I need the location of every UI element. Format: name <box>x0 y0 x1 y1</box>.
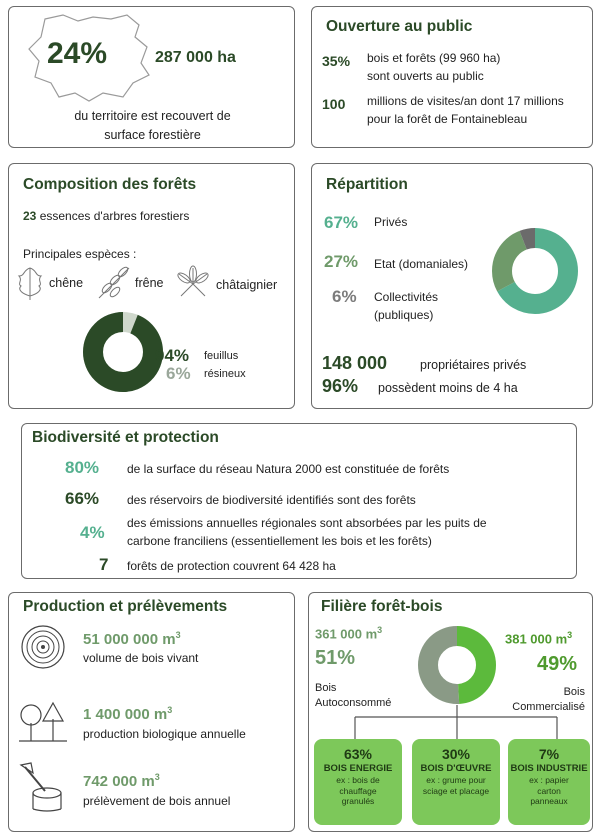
bio-row4-text: forêts de protection couvrent 64 428 ha <box>127 559 336 573</box>
axe-stump-icon <box>17 761 69 813</box>
bio-row2-num: 66% <box>65 489 100 508</box>
oeuvre-pct: 30% <box>441 746 471 762</box>
prives-pct: 67% <box>324 213 359 232</box>
bio-row3-text <box>127 514 487 550</box>
filiere-right-number: 381 000 m <box>505 631 568 647</box>
feuillus-label: feuillus <box>204 350 239 362</box>
industrie-name: BOIS INDUSTRIE <box>510 763 588 774</box>
tree-rings-icon <box>19 623 67 671</box>
prod-volume-number: 51 000 000 m <box>83 631 176 648</box>
filiere-box-energie <box>314 739 402 825</box>
essences-line <box>23 207 189 225</box>
filiere-right-label2: Commercialisé <box>512 700 585 713</box>
ouverture-row1-num: 35% <box>322 53 351 69</box>
feuillus-pct: 94% <box>155 346 190 365</box>
energie-pct: 63% <box>343 746 373 762</box>
bio-row3-num: 4% <box>80 523 105 542</box>
composition-card <box>8 163 295 409</box>
ouverture-row1-text <box>367 49 500 85</box>
prives-label: Privés <box>374 215 408 229</box>
filiere-right-unit: 3 <box>567 630 573 640</box>
collectivites-label2: (publiques) <box>374 308 434 322</box>
filiere-title: Filière forêt-bois <box>321 598 443 615</box>
owners-text: propriétaires privés <box>420 358 527 372</box>
oeuvre-ex <box>412 775 500 796</box>
filiere-left-unit: 3 <box>377 625 383 635</box>
resineux-pct: 6% <box>166 364 191 383</box>
prod-annual-value <box>83 705 172 723</box>
small-owners-num: 96% <box>322 376 359 396</box>
collectivites-pct: 6% <box>332 287 357 306</box>
ouverture-row2-num: 100 <box>322 96 346 112</box>
ouverture-row2-line2: pour la forêt de Fontainebleau <box>367 112 528 126</box>
ouverture-card <box>311 6 593 148</box>
territory-caption-line1: du territoire est recouvert de <box>74 109 231 123</box>
filiere-left-number: 361 000 m <box>315 626 378 642</box>
ouverture-title: Ouverture au public <box>326 18 473 35</box>
collectivites-label <box>374 288 438 324</box>
filiere-right-label1: Bois <box>563 686 585 698</box>
filiere-left-label1: Bois <box>315 682 337 694</box>
territory-caption-line2: surface forestière <box>104 127 201 142</box>
territory-card <box>8 6 295 148</box>
collectivites-label1: Collectivités <box>374 290 439 304</box>
industrie-ex2: carton <box>537 785 561 796</box>
prod-harvest-number: 742 000 m <box>83 773 155 790</box>
bio-row3-line1: des émissions annuelles régionales sont absorbées par les puits de <box>127 516 487 530</box>
territory-area: 287 000 ha <box>155 49 236 66</box>
feuillus-slice <box>93 322 153 382</box>
bio-row4-num: 7 <box>99 555 109 574</box>
repartition-card <box>311 163 593 409</box>
energie-ex3: granulés <box>341 796 375 807</box>
oeuvre-ex2: sciage et placage <box>422 785 490 796</box>
bio-row1-num: 80% <box>65 458 100 477</box>
filiere-right-pct: 49% <box>537 653 578 675</box>
prod-volume-value <box>83 630 181 648</box>
prod-volume-label: volume de bois vivant <box>83 651 199 665</box>
ouverture-row2-line1: millions de visites/an dont 17 millions <box>367 94 564 108</box>
essences-num: 23 <box>23 209 37 223</box>
repartition-donut-chart <box>490 226 580 316</box>
ouverture-row2-text <box>367 92 564 128</box>
owners-num: 148 000 <box>322 353 388 373</box>
production-title: Production et prélèvements <box>23 598 228 615</box>
prod-harvest-label: prélèvement de bois annuel <box>83 794 231 808</box>
industrie-pct: 7% <box>538 746 560 762</box>
bio-row3-line2: carbone franciliens (essentiellement les bois et les forêts) <box>127 534 432 548</box>
territory-caption <box>9 107 296 145</box>
etat-label: Etat (domaniales) <box>374 257 469 271</box>
trees-icon <box>17 697 69 745</box>
prod-annual-label: production biologique annuelle <box>83 727 246 741</box>
oeuvre-name: BOIS D'ŒUVRE <box>420 763 492 774</box>
oeuvre-ex1: ex : grume pour <box>426 775 486 785</box>
ouverture-row1-line2: sont ouverts au public <box>367 69 484 83</box>
prod-harvest-value <box>83 772 160 790</box>
etat-pct: 27% <box>324 252 359 271</box>
territory-percent: 24% <box>47 37 108 70</box>
ash-leaf-icon <box>95 264 135 302</box>
industrie-ex1: ex : papier <box>529 775 569 785</box>
composition-title: Composition des forêts <box>23 176 197 193</box>
resineux-label: résineux <box>204 368 246 380</box>
repartition-title: Répartition <box>326 176 408 193</box>
prod-annual-number: 1 400 000 m <box>83 706 168 723</box>
composition-donut-chart <box>81 310 165 394</box>
species-label: Principales espèces : <box>23 247 137 261</box>
species-chene: chêne <box>49 276 84 290</box>
filiere-box-oeuvre <box>412 739 500 825</box>
biodiversite-title: Biodiversité et protection <box>32 429 219 446</box>
energie-name: BOIS ENERGIE <box>323 763 393 774</box>
filiere-left-pct: 51% <box>315 647 356 669</box>
species-chataignier: châtaignier <box>216 278 278 292</box>
filiere-box-industrie <box>508 739 590 825</box>
energie-ex <box>314 775 402 807</box>
energie-ex1: ex : bois de <box>336 775 380 785</box>
chestnut-leaf-icon <box>173 264 213 304</box>
production-card <box>8 592 295 832</box>
bio-row1-text: de la surface du réseau Natura 2000 est constituée de forêts <box>127 462 450 476</box>
prod-harvest-unit: 3 <box>154 772 160 782</box>
energie-ex2: chauffage <box>339 785 377 796</box>
essences-text: essences d'arbres forestiers <box>39 209 190 223</box>
oak-leaf-icon <box>13 264 47 302</box>
industrie-ex3: panneaux <box>530 796 568 807</box>
species-frene: frêne <box>135 276 164 290</box>
industrie-ex <box>508 775 590 807</box>
prod-volume-unit: 3 <box>175 630 181 640</box>
filiere-left-label2: Autoconsommé <box>315 696 392 709</box>
ouverture-row1-line1: bois et forêts (99 960 ha) <box>367 51 501 65</box>
biodiversite-card <box>21 423 577 579</box>
bio-row2-text: des réservoirs de biodiversité identifiés sont des forêts <box>127 493 416 507</box>
filiere-connector-lines <box>309 593 594 741</box>
prod-annual-unit: 3 <box>167 705 173 715</box>
small-owners-text: possèdent moins de 4 ha <box>378 381 518 395</box>
